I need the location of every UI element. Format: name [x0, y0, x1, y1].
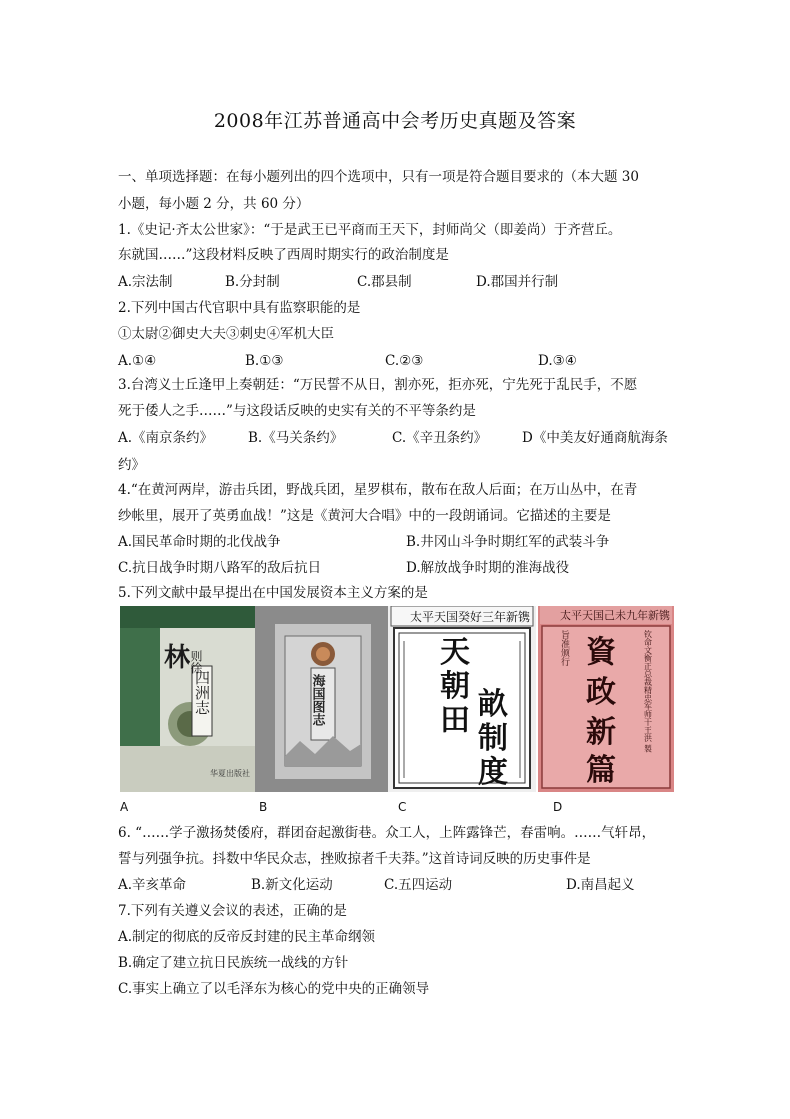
q4-stem-line1: 4.“在黄河两岸，游击兵团，野战兵团，星罗棋布，散布在敌人后面；在万山丛中，在青: [118, 482, 638, 498]
q4-option-d: D.解放战争时期的淮海战役: [406, 560, 570, 576]
q4-option-c: C.抗日战争时期八路军的敌后抗日: [118, 560, 322, 576]
cover-d-char-2: 政: [586, 675, 616, 710]
q7-option-c: C.事实上确立了以毛泽东为核心的党中央的正确领导: [118, 981, 430, 997]
cover-c-char-3: 田: [440, 703, 470, 738]
q3-option-b: B.《马关条约》: [248, 430, 344, 446]
q1-option-b: B.分封制: [225, 274, 280, 290]
q5-stem: 5.下列文献中最早提出在中国发展资本主义方案的是: [118, 585, 428, 601]
q6-stem-line1: 6. “……学子激扬焚倭府，群团奋起激街巷。众工人，上阵露锋芒，春雷响。……气轩昂，: [118, 825, 656, 841]
q2-stem-line2: ①太尉②御史大夫③刺史④军机大臣: [118, 326, 334, 342]
q3-stem-line2: 死于倭人之手……”与这段话反映的史实有关的不平等条约是: [118, 403, 476, 419]
cover-d-side2: 钦命文衡正总裁精忠军师干王洪 製: [643, 630, 653, 753]
q3-option-c: C.《辛丑条约》: [392, 430, 488, 446]
cover-a-name: 则徐: [189, 650, 203, 674]
q2-option-c: C.②③: [385, 353, 424, 369]
cover-d-side: 旨准颁行: [559, 630, 569, 666]
cover-c-char-5: 制: [478, 721, 508, 756]
section-instructions-line1: 一、单项选择题：在每小题列出的四个选项中，只有一项是符合题目要求的（本大题 30: [118, 169, 639, 185]
book-cover-d: [538, 606, 674, 792]
q2-option-d: D.③④: [538, 353, 577, 369]
q2-option-b: B.①③: [245, 353, 284, 369]
q3-option-d: D《中美友好通商航海条: [522, 430, 668, 446]
cover-d-char-3: 新: [586, 715, 616, 750]
q7-option-a: A.制定的彻底的反帝反封建的民主革命纲领: [118, 929, 376, 945]
q1-stem-line1: 1.《史记·齐太公世家》：“于是武王已平商而王天下，封师尚父（即姜尚）于齐营丘。: [118, 222, 622, 238]
page-title: 2008年江苏普通高中会考历史真题及答案: [213, 110, 577, 132]
q6-option-a: A.辛亥革命: [118, 877, 187, 893]
q6-option-c: C.五四运动: [384, 877, 453, 893]
cover-c-char-6: 度: [478, 755, 508, 790]
cover-b-title: 海国图志: [309, 674, 325, 726]
cover-a-big-char: 林: [164, 643, 191, 673]
q2-option-a: A.①④: [118, 353, 157, 369]
cover-d-banner: 太平天国己未九年新镌: [560, 609, 670, 622]
image-caption-c: C: [398, 800, 407, 814]
cover-d-char-4: 篇: [586, 753, 616, 788]
q1-option-a: A.宗法制: [118, 274, 173, 290]
q4-option-b: B.井冈山斗争时期红军的武装斗争: [406, 534, 610, 550]
q6-stem-line2: 誓与列强争抗。抖数中华民众志，挫败掠者千夫莽。”这首诗词反映的历史事件是: [118, 851, 591, 867]
image-caption-b: B: [259, 800, 268, 814]
q4-stem-line2: 纱帐里，展开了英勇血战！”这是《黄河大合唱》中的一段朗诵词。它描述的主要是: [118, 508, 611, 524]
q3-option-a: A.《南京条约》: [118, 430, 214, 446]
q6-option-b: B.新文化运动: [251, 877, 333, 893]
book-cover-c: [388, 606, 536, 792]
q4-option-a: A.国民革命时期的北伐战争: [118, 534, 281, 550]
image-caption-d: D: [553, 800, 563, 814]
q3-stem-line1: 3.台湾义士丘逢甲上奏朝廷：“万民誓不从日，割亦死，拒亦死，宁先死于乱民手，不愿: [118, 377, 638, 393]
section-instructions-line2: 小题，每小题 2 分，共 60 分）: [118, 196, 310, 212]
cover-a-title: 四洲志: [193, 670, 211, 715]
q6-option-d: D.南昌起义: [566, 877, 635, 893]
cover-c-banner: 太平天国癸好三年新镌: [409, 610, 530, 624]
q1-option-c: C.郡县制: [357, 274, 412, 290]
book-cover-b: [255, 606, 388, 792]
cover-c-char-4: 畝: [478, 687, 508, 722]
image-caption-a: A: [120, 800, 129, 814]
cover-c-char-2: 朝: [440, 669, 470, 704]
book-cover-a: [120, 606, 255, 792]
cover-a-publisher: 华夏出版社: [210, 769, 250, 778]
q2-stem-line1: 2.下列中国古代官职中具有监察职能的是: [118, 300, 361, 316]
cover-c-char-1: 天: [440, 635, 470, 670]
q7-stem: 7.下列有关遵义会议的表述，正确的是: [118, 903, 347, 919]
q1-stem-line2: 东就国……”这段材料反映了西周时期实行的政治制度是: [118, 247, 449, 263]
q7-option-b: B.确定了建立抗日民族统一战线的方针: [118, 955, 349, 971]
q3-option-d-continued: 约》: [118, 457, 145, 473]
q1-option-d: D.郡国并行制: [476, 274, 559, 290]
cover-d-char-1: 資: [586, 635, 616, 670]
